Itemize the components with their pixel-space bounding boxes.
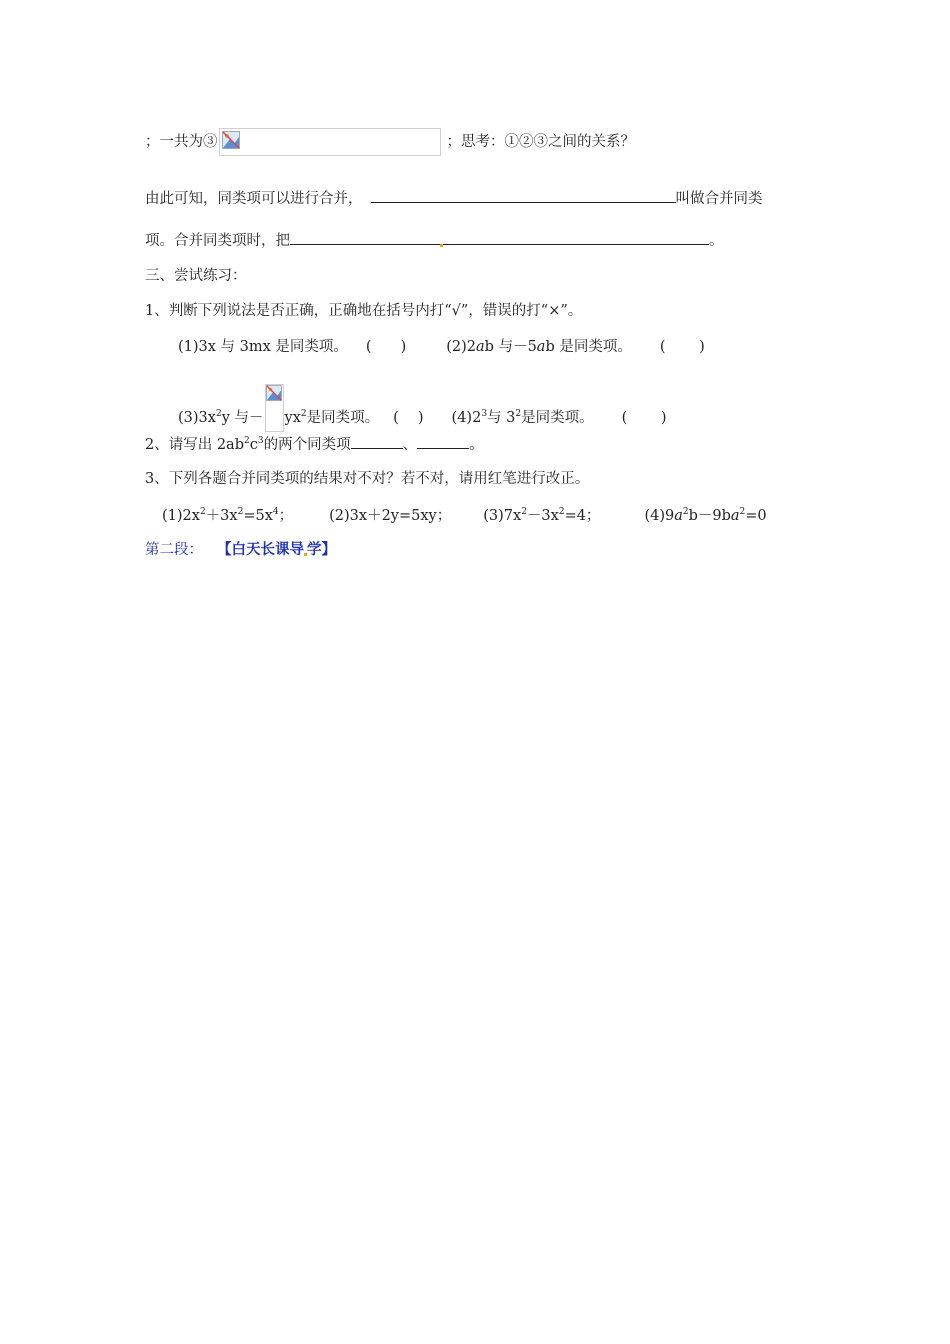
q3-expressions (162, 506, 767, 526)
var-a: a (476, 339, 485, 355)
line3-text: 项。合并同类项时，把 (145, 233, 290, 249)
superscript: 2 (244, 436, 250, 446)
answer-blank[interactable] (351, 434, 403, 449)
answer-blank[interactable] (371, 188, 676, 203)
text: 【白天长课导 (217, 541, 304, 558)
line2-end: 叫做合并同类 (675, 191, 763, 207)
q3-stem: 3、下列各题合并同类项的结果对不对？若不对，请用红笔进行改正。 (145, 471, 590, 487)
superscript: 3 (481, 409, 488, 419)
q1-item-4-paren[interactable]: ( ) (621, 410, 667, 426)
section3-heading: 三、尝试练习： (145, 268, 247, 284)
var-a: a (674, 508, 683, 524)
text: yx (284, 410, 301, 426)
line1-prefix: ；一共为③ (145, 134, 218, 150)
text: 2、请写出 2ab (145, 437, 244, 453)
stage-2-heading (145, 540, 336, 560)
var-a: a (730, 508, 740, 524)
text: 的两个同类项 (263, 437, 351, 453)
line1-suffix: ；思考：①②③之间的关系？ (446, 134, 635, 150)
broken-image-icon (266, 385, 282, 401)
text: (4)9 (644, 508, 675, 524)
q1-items-row-2 (178, 384, 667, 432)
q1-item-1: (1)3x 与 3mx 是同类项。 (178, 339, 348, 355)
text: 是同类项。 (306, 410, 380, 426)
var-a: a (536, 339, 546, 355)
q1-item-3 (178, 410, 379, 426)
q1-item-4 (452, 410, 594, 426)
broken-image-icon (222, 131, 240, 149)
text: =4； (564, 508, 601, 524)
superscript: 2 (558, 507, 565, 517)
section-heading (145, 266, 247, 286)
fraction-image-placeholder (265, 384, 284, 432)
text: 是同类项。 (521, 410, 594, 426)
superscript: 2 (739, 507, 746, 517)
q1-items-row-1 (178, 337, 705, 357)
text: =0 (745, 508, 767, 524)
text: (3)7x (483, 508, 522, 524)
text: (2)2 (446, 339, 477, 355)
superscript: 2 (237, 507, 244, 517)
text: b 与－5 (484, 339, 537, 355)
stage2-label: 第二段： (145, 542, 203, 558)
q3-expr-4 (644, 508, 766, 524)
text: 学】 (307, 541, 336, 558)
text: －3x (526, 508, 559, 524)
question-1 (145, 301, 582, 321)
answer-blank[interactable] (443, 230, 709, 245)
image-placeholder (219, 128, 441, 156)
q1-item-2 (446, 339, 632, 355)
superscript: 4 (272, 507, 279, 517)
q1-item-2-paren[interactable]: ( ) (659, 339, 705, 355)
q1-stem: 1、判断下列说法是否正确，正确地在括号内打“√”，错误的打“×”。 (145, 303, 583, 319)
text: ＋3x (205, 508, 238, 524)
text: y 与－ (221, 410, 264, 426)
superscript: 2 (199, 507, 206, 517)
text: =5x (243, 508, 273, 524)
q3-expr-1 (162, 508, 293, 524)
text: (3)3x (178, 410, 216, 426)
question-2 (145, 434, 484, 455)
line-conclusion (145, 188, 763, 209)
superscript: 3 (257, 436, 264, 446)
stage2-title (217, 541, 336, 558)
text: b 是同类项。 (545, 339, 632, 355)
q1-item-3-paren[interactable]: ( ) (393, 410, 424, 426)
q3-expr-3 (483, 508, 600, 524)
line-merge-rule (145, 230, 724, 251)
text: c (249, 437, 258, 453)
answer-blank[interactable] (290, 230, 440, 245)
superscript: 2 (521, 507, 527, 517)
line2-text: 由此可知，同类项可以进行合并， (145, 191, 363, 207)
question-3 (145, 469, 589, 489)
superscript: 2 (300, 409, 307, 419)
superscript: 2 (515, 409, 522, 419)
text: (1)2x (162, 508, 200, 524)
line3-end: 。 (709, 233, 724, 249)
text: 与 3 (487, 410, 516, 426)
separator: 、 (402, 437, 418, 453)
q1-item-1-paren[interactable]: ( ) (365, 339, 407, 355)
q3-expr-2: (2)3x＋2y=5xy； (329, 508, 452, 524)
answer-blank[interactable] (417, 434, 469, 449)
text: b－9b (688, 508, 731, 524)
line-total (145, 128, 635, 156)
superscript: 2 (682, 507, 689, 517)
superscript: 2 (215, 409, 222, 419)
text: (4)2 (451, 410, 482, 426)
text: ； (278, 508, 294, 524)
text: 。 (469, 437, 484, 453)
